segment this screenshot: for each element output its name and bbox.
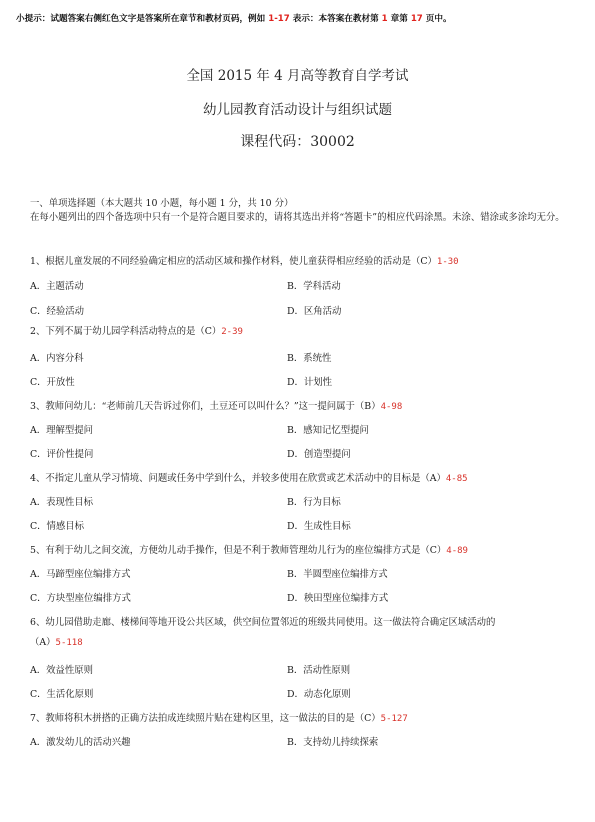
question-7-stem: [30, 710, 408, 724]
question-5-stem: [30, 542, 468, 556]
hint-prefix: 小提示：试题答案右侧红色文字是答案所在章节和教材页码，例如: [16, 14, 269, 24]
course-code: 课程代码：30002: [240, 134, 355, 150]
question-5-option-c: C．方块型座位编排方式: [30, 593, 131, 604]
question-4-ref: 4-85: [445, 474, 468, 484]
question-3-option-b: B．感知记忆型提问: [287, 425, 369, 436]
question-6-answer: （A）: [30, 637, 56, 648]
question-1-stem: [30, 253, 459, 267]
hint-banner: [16, 12, 581, 24]
hint-chapter: 1: [381, 14, 388, 24]
question-7-text: 7、教师将积木拼搭的正确方法拍成连续照片贴在建构区里，这一做法的目的是（C）: [30, 713, 381, 724]
subject-title: 幼儿园教育活动设计与组织试题: [203, 102, 392, 118]
question-7-option-a: A．激发幼儿的活动兴趣: [30, 737, 131, 748]
question-5-ref: 4-89: [446, 546, 468, 556]
section-instructions: 在每小题列出的四个备选项中只有一个是符合题目要求的，请将其选出并将“答题卡”的相应代码涂黑。未涂、错涂或多涂均无分。: [30, 212, 565, 223]
hint-mid-2: 章第: [387, 14, 411, 24]
question-5-option-d: D．秧田型座位编排方式: [287, 593, 389, 604]
question-3-option-d: D．创造型提问: [287, 449, 351, 460]
question-2-option-b: B．系统性: [287, 353, 332, 364]
question-2-stem: [30, 323, 243, 337]
question-3-ref: 4-98: [380, 402, 403, 412]
hint-mid-1: 表示：本答案在教材第: [289, 14, 382, 24]
question-3-text: 3、教师问幼儿：“老师前几天告诉过你们，土豆还可以叫什么？”这一提问属于（B）: [30, 401, 381, 412]
question-2-text: 2、下列不属于幼儿园学科活动特点的是（C）: [30, 326, 222, 337]
question-4-option-a: A．表现性目标: [30, 497, 94, 508]
question-1-option-b: B．学科活动: [287, 281, 341, 292]
question-3-stem: [30, 398, 402, 412]
question-1-option-c: C．经验活动: [30, 306, 85, 317]
question-6-stem-continued: [30, 634, 83, 648]
question-2-option-a: A．内容分科: [30, 353, 84, 364]
question-3-option-c: C．评价性提问: [30, 449, 94, 460]
question-2-ref: 2-39: [221, 327, 243, 337]
question-7-option-b: B．支持幼儿持续探索: [287, 737, 379, 748]
hint-page: 17: [410, 14, 423, 24]
question-7-ref: 5-127: [380, 714, 408, 724]
question-3-option-a: A．理解型提问: [30, 425, 94, 436]
question-4-option-c: C．情感目标: [30, 521, 85, 532]
question-1-option-d: D．区角活动: [287, 306, 342, 317]
exam-title: 全国 2015 年 4 月高等教育自学考试: [186, 68, 409, 84]
question-4-stem: [30, 470, 468, 484]
question-6-option-b: B．活动性原则: [287, 665, 351, 676]
question-4-text: 4、不指定儿童从学习情境、问题或任务中学到什么，并较多使用在欣赏或艺术活动中的目标是（A）: [30, 473, 446, 484]
hint-example-ref: 1-17: [268, 14, 290, 24]
question-6-option-d: D．动态化原则: [287, 689, 351, 700]
question-1-ref: 1-30: [436, 257, 459, 267]
question-5-option-b: B．半圆型座位编排方式: [287, 569, 388, 580]
question-5-option-a: A．马蹄型座位编排方式: [30, 569, 131, 580]
question-6-ref: 5-118: [55, 638, 83, 648]
question-1-option-a: A．主题活动: [30, 281, 84, 292]
section-heading: 一、单项选择题（本大题共 10 小题，每小题 1 分，共 10 分）: [30, 198, 294, 209]
question-2-option-d: D．计划性: [287, 377, 333, 388]
question-6-option-c: C．生活化原则: [30, 689, 94, 700]
question-5-text: 5、有利于幼儿之间交流，方便幼儿动手操作，但是不利于教师管理幼儿行为的座位编排方式是（C）: [30, 545, 447, 556]
question-4-option-d: D．生成性目标: [287, 521, 351, 532]
question-4-option-b: B．行为目标: [287, 497, 341, 508]
question-2-option-c: C．开放性: [30, 377, 75, 388]
question-6-stem: 6、幼儿园借助走廊、楼梯间等地开设公共区域，供空间位置邻近的班级共同使用。这一做法符合确定区域活动的: [30, 617, 496, 628]
question-6-option-a: A．效益性原则: [30, 665, 94, 676]
question-1-text: 1、根据儿童发展的不同经验确定相应的活动区域和操作材料，使儿童获得相应经验的活动是（C）: [30, 256, 437, 267]
hint-suffix: 页中。: [422, 14, 452, 24]
